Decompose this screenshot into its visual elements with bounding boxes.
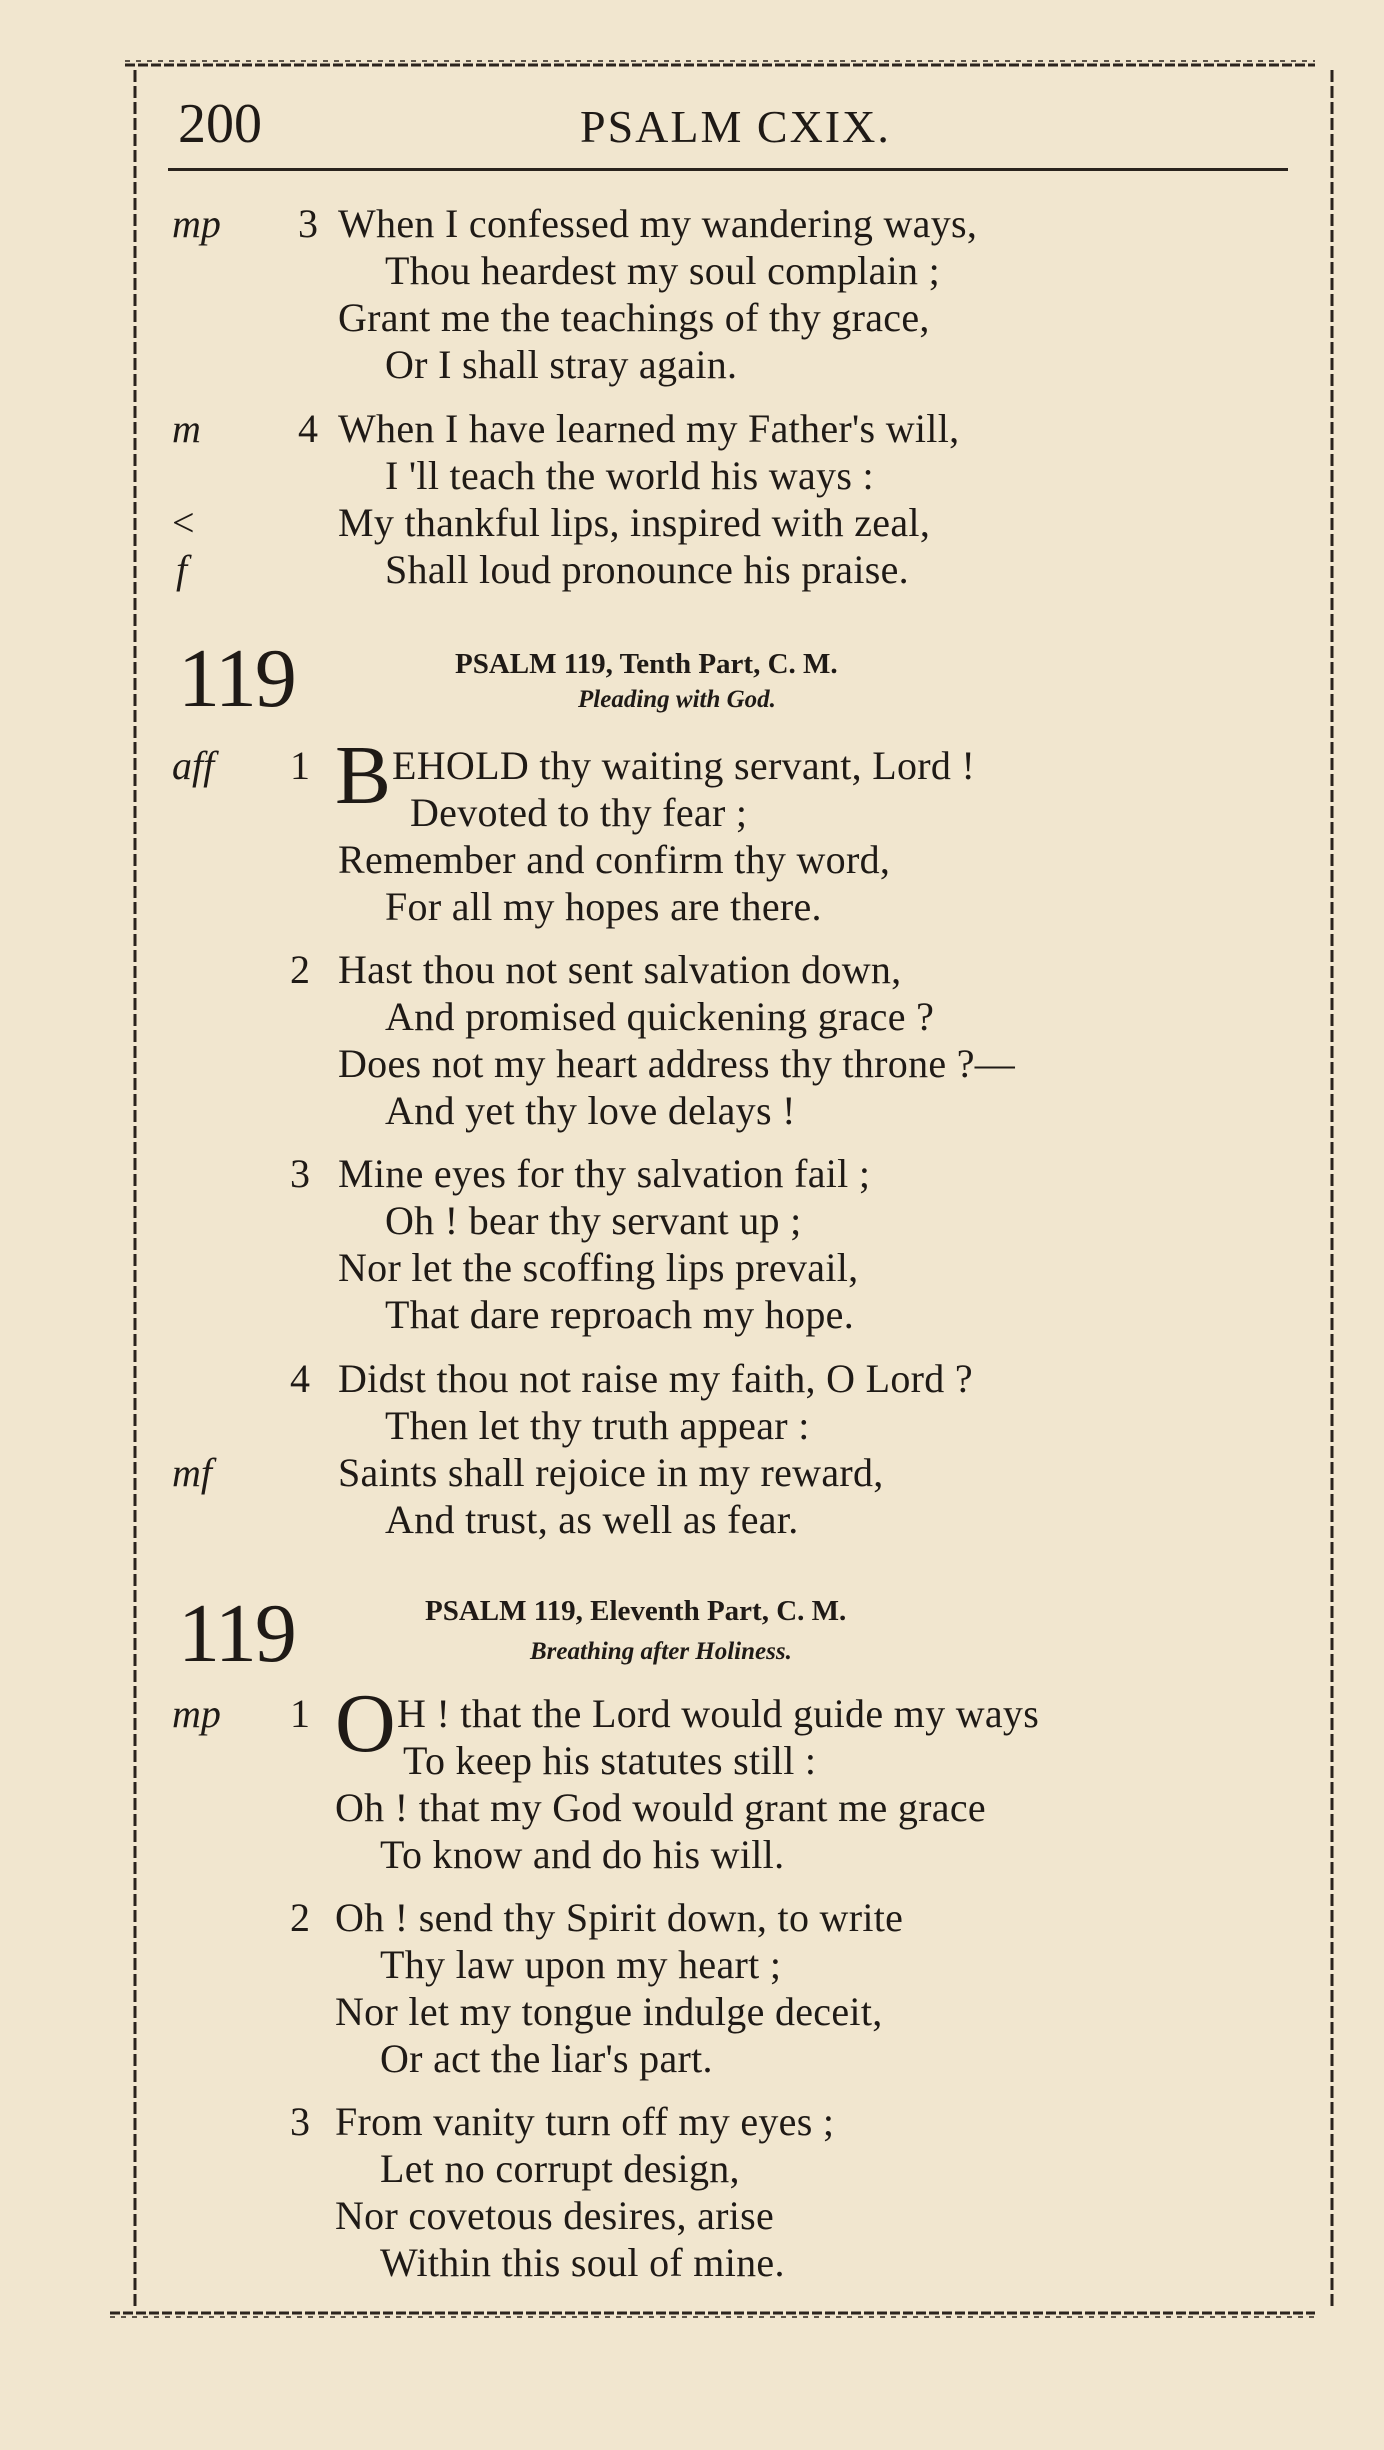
hymn-title: PSALM 119, Tenth Part, C. M. [455,648,838,680]
verse-line: And promised quickening grace ? [385,994,935,1039]
hymn-title: PSALM 119, Eleventh Part, C. M. [425,1595,847,1627]
verse-line: My thankful lips, inspired with zeal, [338,500,931,545]
left-ornament-border [128,70,142,2310]
verse-line: To keep his statutes still : [403,1738,817,1783]
verse-line: When I have learned my Father's will, [338,406,960,451]
verse-line: EHOLD thy waiting servant, Lord ! [392,743,976,788]
verse-line: H ! that the Lord would guide my ways [397,1691,1040,1736]
verse-line: Shall loud pronounce his praise. [385,547,909,592]
drop-cap: B [335,729,392,822]
verse-line: I 'll teach the world his ways : [385,453,874,498]
verse-line: Thy law upon my heart ; [380,1942,782,1987]
verse-line: Nor let the scoffing lips prevail, [338,1245,859,1290]
header-rule [168,168,1288,171]
verse-number: 2 [290,947,310,992]
verse-line: Nor let my tongue indulge deceit, [335,1989,883,2034]
verse-line: Does not my heart address thy throne ?— [338,1041,1016,1086]
right-ornament-border [1325,70,1339,2310]
verse-line: And trust, as well as fear. [385,1497,799,1542]
verse-line: Hast thou not sent salvation down, [338,947,902,992]
verse-line: Oh ! bear thy servant up ; [385,1198,802,1243]
verse-number: 3 [298,201,318,246]
dynamic-mark: mf [172,1450,212,1495]
verse-number: 1 [290,1691,310,1736]
verse-line: Or I shall stray again. [385,342,738,387]
verse-line: Grant me the teachings of thy grace, [338,295,930,340]
verse-line: To know and do his will. [380,1832,785,1877]
hymn-subtitle: Breathing after Holiness. [530,1638,792,1665]
verse-number: 3 [290,1151,310,1196]
top-ornament-border [125,58,1315,72]
hymn-number: 119 [178,632,295,725]
verse-number: 3 [290,2099,310,2144]
verse-line: Thou heardest my soul complain ; [385,248,941,293]
verse-line: Mine eyes for thy salvation fail ; [338,1151,871,1196]
verse-line: From vanity turn off my eyes ; [335,2099,835,2144]
verse-line: Oh ! that my God would grant me grace [335,1785,986,1830]
verse-line: Nor covetous desires, arise [335,2193,775,2238]
hymn-number: 119 [178,1587,295,1680]
verse-line: And yet thy love delays ! [385,1088,796,1133]
verse-line: Then let thy truth appear : [385,1403,810,1448]
verse-number: 2 [290,1895,310,1940]
page-number: 200 [178,93,262,155]
drop-cap: O [335,1677,396,1770]
bottom-ornament-border [110,2306,1315,2320]
verse-line: For all my hopes are there. [385,884,822,929]
dynamic-mark: aff [172,743,215,788]
verse-line: Or act the liar's part. [380,2036,713,2081]
dynamic-mark: mp [172,1691,221,1736]
verse-number: 4 [290,1356,310,1401]
verse-line: That dare reproach my hope. [385,1292,854,1337]
dynamic-mark: m [172,406,201,451]
dynamic-mark: f [176,547,188,592]
dynamic-mark: mp [172,201,221,246]
verse-number: 1 [290,743,310,788]
verse-line: When I confessed my wandering ways, [338,201,978,246]
verse-line: Oh ! send thy Spirit down, to write [335,1895,904,1940]
verse-line: Remember and confirm thy word, [338,837,891,882]
hymn-subtitle: Pleading with God. [578,686,776,713]
verse-number: 4 [298,406,318,451]
verse-line: Within this soul of mine. [380,2240,785,2285]
running-title: PSALM CXIX. [580,101,891,152]
crescendo-mark: < [172,500,195,545]
verse-line: Didst thou not raise my faith, O Lord ? [338,1356,973,1401]
verse-line: Devoted to thy fear ; [410,790,748,835]
verse-line: Saints shall rejoice in my reward, [338,1450,884,1495]
verse-line: Let no corrupt design, [380,2146,740,2191]
